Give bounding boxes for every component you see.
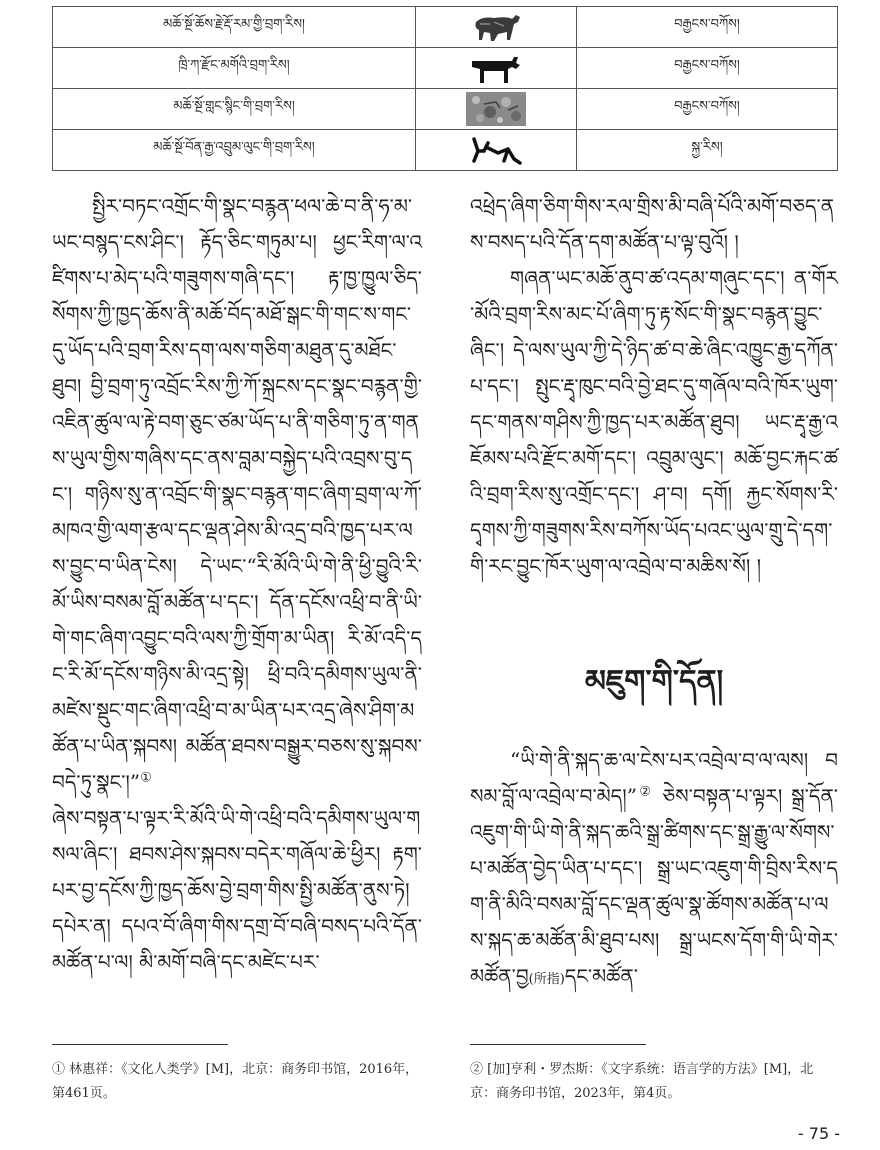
footnote-left: ① 林惠祥：《文化人类学》[M]，北京：商务印书馆，2016年，第461页。 (52, 1062, 419, 1101)
right-column (470, 188, 838, 998)
body-paragraph: གཞན་ཡང་མཆོ་ནུབ་ཚ་འདམ་གཞུང་དང་། ན་གོར་མོའི་བྲག་རིས་མང་པོ་ཞིག་ཏུ་རྟ་སོང་གི་སྣང་བརྙན་བྱུང་ཞིང་། དེ་ལས་ཡུལ་ཀྱི་དེ་ཉིད་ཚ་བ་ཆེ་ཞིང་འཁྱུང་རྒྱ་དཀོན་པ་དང་། སྤུང་རྡྭ་ཁུང་བའི་བྱེ་ཐང་དུ་གཞོལ་བའི་ཁོར་ཡུག་དང་གནས་གཤིས་ཀྱི་ཁྱད་པར་མཚོན་ཐུབ། ཡང་རྡྭ་རྒྱ་འཇོམས་པའི་རྫོང་མགོ་དང་། འབྲུམ་ལུང་། མཆོ་བྱང་རྐང་ཚའི་བྲག་རིས་སུ་འགྲོང་དང་། ཤ་བ། དགོ། རྐྱང་སོགས་རི་དྭགས་ཀྱི་གཟུགས་རིས་བཀོས་ཡོད་པའང་ཡུལ་གྲུ་དེ་དག་གི་རང་བྱུང་ཁོར་ཡུག་ལ་འབྲེལ་བ་མཆིས་སོ། ། (470, 266, 838, 578)
left-column (52, 188, 422, 980)
table-row (53, 7, 838, 48)
footnote-mark: ② (636, 784, 654, 800)
petroglyph-category: བརྒྱངས་བཀོས། (577, 7, 838, 48)
petroglyph-image-yak (416, 7, 577, 48)
body-paragraph: “ཡི་གེ་ནི་སྐད་ཆ་ལ་ངེས་པར་འབྲེལ་བ་ལ་ལས། བསམ་བློ་ལ་འབྲེལ་བ་མེད།”② ཅེས་བསྟན་པ་ལྟར། སྒྲ་དོན་འཇུག་གི་ཡི་གེ་ནི་སྐད་ཆའི་སྒྲ་ཚིགས་དང་སྒྲ་རྒྱུ་ལ་སོགས་པ་མཚོན་བྱེད་ཡིན་པ་དང་། སྒྲ་ཡང་འཇུག་གི་བྲིས་རིས་དག་ནི་མིའི་བསམ་བློ་དང་ལྡན་ཚུལ་སྣ་ཚོགས་མཚོན་པ་ལས་སྐད་ཆ་མཚོན་མི་ཐུབ་པས། སྒྲ་ཡངས་དོག་གི་ཡི་གེར་མཚོན་བྱ(所指)དང་མཚོན་ (470, 748, 838, 988)
petroglyph-image-animal (416, 48, 577, 89)
footnote-divider (52, 1044, 228, 1045)
table-row (53, 89, 838, 130)
petroglyph-table (52, 6, 838, 171)
body-paragraph: སྤྱིར་བཏང་འགྲོང་གི་སྣང་བརྙན་ཕལ་ཆེ་བ་ནི་ཧ་མ་ཡང་བསྙད་ངས་ཤིང་། རྟོད་ཅིང་གཏུམ་པ། ཕྱང་རིག་ལ་འཛིགས་པ་མེད་པའི་གཟུགས་གཞི་དང་། རྟ་ཁྱ་ཁྱུལ་ཅིད་སོགས་ཀྱི་ཁྱད་ཆོས་ནི་མཆོ་བོད་མཐོ་སྒང་གི་གང་ས་གང་དུ་ཡོད་པའི་བྲག་རིས་དག་ལས་གཅིག་མཐུན་དུ་མཐོང་ཐུབ། བྱི་བྲག་ཏུ་འབྲོང་རིས་ཀྱི་ཀོ་སྐྲངས་དང་སྣང་བརྙན་གྱི་འཇིན་ཚུལ་ལ་རྟེ་བག་ཅུང་ཙམ་ཡོད་པ་ནི་གཅིག་ཏུ་ན་གནས་ཡུལ་གྱིས་གཞིས་དང་ནས་བླམ་བསྐྱེད་པའི་འབྲས་བུ་དང་། གཉིས་སུ་ན་འབྲོང་གི་སྣང་བརྙན་གང་ཞིག་བྲག་ལ་ཀོ་མཁའ་གྱི་ལག་རྩལ་དང་ལྡན་ཤེས་མི་འདྲ་བའི་ཁྱད་པར་ལས་བྱུང་བ་ཡིན་ངེས། དེ་ཡང་“རི་མོའི་ཡི་གེ་ནི་ཕྱི་བྱུའི་རི་མོ་ཡིས་བསམ་བློ་མཚོན་པ་དང་། དོན་དངོས་འཕྲི་བ་ནི་ཡི་གེ་གང་ཞིག་འབྱུང་བའི་ལས་ཀྱི་གྲོག་མ་ཡིན། རི་མོ་འདི་དང་རི་མོ་དངོས་གཉིས་མི་འདྲ་སྟེ། ཕྲི་བའི་དམིགས་ཡུལ་ནི་མཛེས་སྡུང་གང་ཞིག་འཕྲི་བ་མ་ཡིན་པར་འདྲ་ཞེས་ཤིག་མཚོན་པ་ཡིན་སྐབས། མཚོན་ཐབས་བསྒྱུར་བཅས་སུ་སྐབས་བདེ་ཏུ་སྣང་།”① (52, 194, 422, 794)
table-row (53, 48, 838, 89)
bracket-note: (所指) (528, 972, 565, 987)
petroglyph-category: བརྒྱངས་བཀོས། (577, 89, 838, 130)
petroglyph-name: མཆོ་སྔོ་བོན་རྒྱ་འབྲུམ་ལུང་གི་བྲག་རིས། (53, 130, 416, 171)
petroglyph-category: སྐྱ་རིས། (577, 130, 838, 171)
body-paragraph: ཞེས་བསྟན་པ་ལྟར་རི་མོའི་ཡི་གེ་འཕྲི་བའི་དམིགས་ཡུལ་གསལ་ཞིང་། ཐབས་ཤེས་སྐབས་བདེར་གཞོལ་ཆེ་ཕྱིར། རྟག་པར་བྱ་དངོས་ཀྱི་ཁྱད་ཆོས་བྱེ་བྲག་གིས་སྤྱི་མཚོན་ནུས་ཏེ། དཔེར་ན། དཔའ་བོ་ཞིག་གིས་དགྲ་བོ་བཞི་བསད་པའི་དོན་མཚོན་པ་ལ། མི་མགོ་བཞི་དང་མཛེང་པར་ (52, 806, 422, 974)
footnote-right: ② [加]亨利・罗杰斯：《文字系统：语言学的方法》[M]，北京：商务印书馆，2023年，第4页。 (470, 1062, 814, 1101)
petroglyph-image-rock (416, 89, 577, 130)
body-paragraph: འཕྲེད་ཞིག་ཅིག་གིས་རལ་གྲིས་མི་བཞི་པོའི་མགོ་བཅད་ནས་བསད་པའི་དོན་དག་མཚོན་པ་ལྟ་བུའོ། ། (470, 194, 835, 254)
petroglyph-name: མཆོ་སྔོ་གླང་སྙིང་གི་བྲག་རིས། (53, 89, 416, 130)
footnote-divider (470, 1044, 646, 1045)
page-number: - 75 - (797, 1124, 840, 1143)
footnote-mark: ① (140, 770, 152, 786)
table-row (53, 130, 838, 171)
petroglyph-name: མཆོ་སྔོ་ཆོས་རྗེ་རྡོ་རམ་གྱི་བྲག་རིས། (53, 7, 416, 48)
petroglyph-image-figure (416, 130, 577, 171)
petroglyph-category: བརྒྱངས་བཀོས། (577, 48, 838, 89)
petroglyph-name: ཁྲི་ཀ་རྫོང་མགོའི་བྲག་རིས། (53, 48, 416, 89)
section-heading: མཇུག་གི་དོན། (584, 664, 724, 699)
